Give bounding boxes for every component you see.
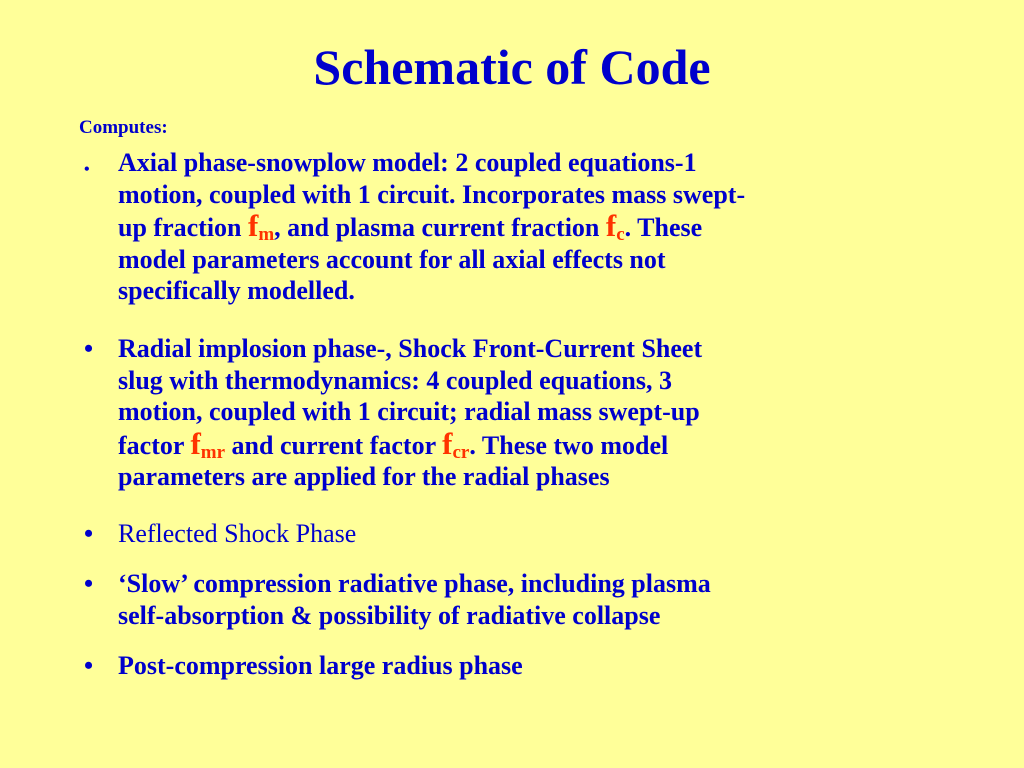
list-item-axial-phase — [118, 147, 958, 307]
item-line: parameters are applied for the radial phases — [118, 462, 610, 491]
item-line: self-absorption & possibility of radiative collapse — [118, 600, 661, 630]
radial-mass-factor-symbol: $f_{mr}$ — [190, 425, 226, 463]
item-text: and current factor — [225, 430, 443, 460]
bullet-marker: • — [84, 519, 94, 548]
bullet-marker: • — [84, 161, 90, 178]
item-line: slug with thermodynamics: 4 coupled equations, 3 — [118, 365, 672, 395]
list-item-post-compression — [118, 650, 958, 682]
item-text: . These — [624, 213, 703, 242]
item-line: specifically modelled. — [118, 276, 355, 305]
item-line: ‘Slow’ compression radiative phase, including plasma — [118, 569, 711, 598]
radial-current-factor-symbol: $f_{cr}$ — [442, 425, 470, 463]
bullet-marker: • — [84, 651, 94, 680]
item-line — [118, 210, 958, 244]
item-line: Reflected Shock Phase — [118, 519, 357, 548]
bullet-marker: • — [84, 569, 94, 598]
item-line: Radial implosion phase-, Shock Front-Current Sheet — [118, 334, 703, 363]
item-line: motion, coupled with 1 circuit; radial mass swept-up — [118, 397, 700, 426]
mass-fraction-symbol: $f_m$ — [248, 208, 275, 245]
item-line: Axial phase-snowplow model: 2 coupled equations-1 — [118, 148, 697, 177]
item-text: , and plasma current fraction — [274, 213, 606, 242]
list-item-slow-compression — [118, 568, 958, 631]
current-fraction-symbol: $f_c$ — [605, 208, 625, 245]
slide-title: Schematic of Code — [313, 39, 711, 95]
computes-label: Computes: — [79, 117, 168, 138]
item-line: motion, coupled with 1 circuit. Incorporates mass swept- — [118, 179, 746, 209]
item-line: model parameters account for all axial effects not — [118, 244, 666, 274]
item-text: . These two model — [469, 430, 669, 460]
item-line: Post-compression large radius phase — [118, 651, 523, 680]
item-text: factor — [118, 430, 191, 460]
item-text: up fraction — [118, 213, 248, 242]
item-line — [118, 425, 958, 463]
list-item-radial-phase — [118, 333, 958, 493]
list-item-reflected-shock — [118, 518, 958, 550]
bullet-marker: • — [84, 334, 94, 363]
